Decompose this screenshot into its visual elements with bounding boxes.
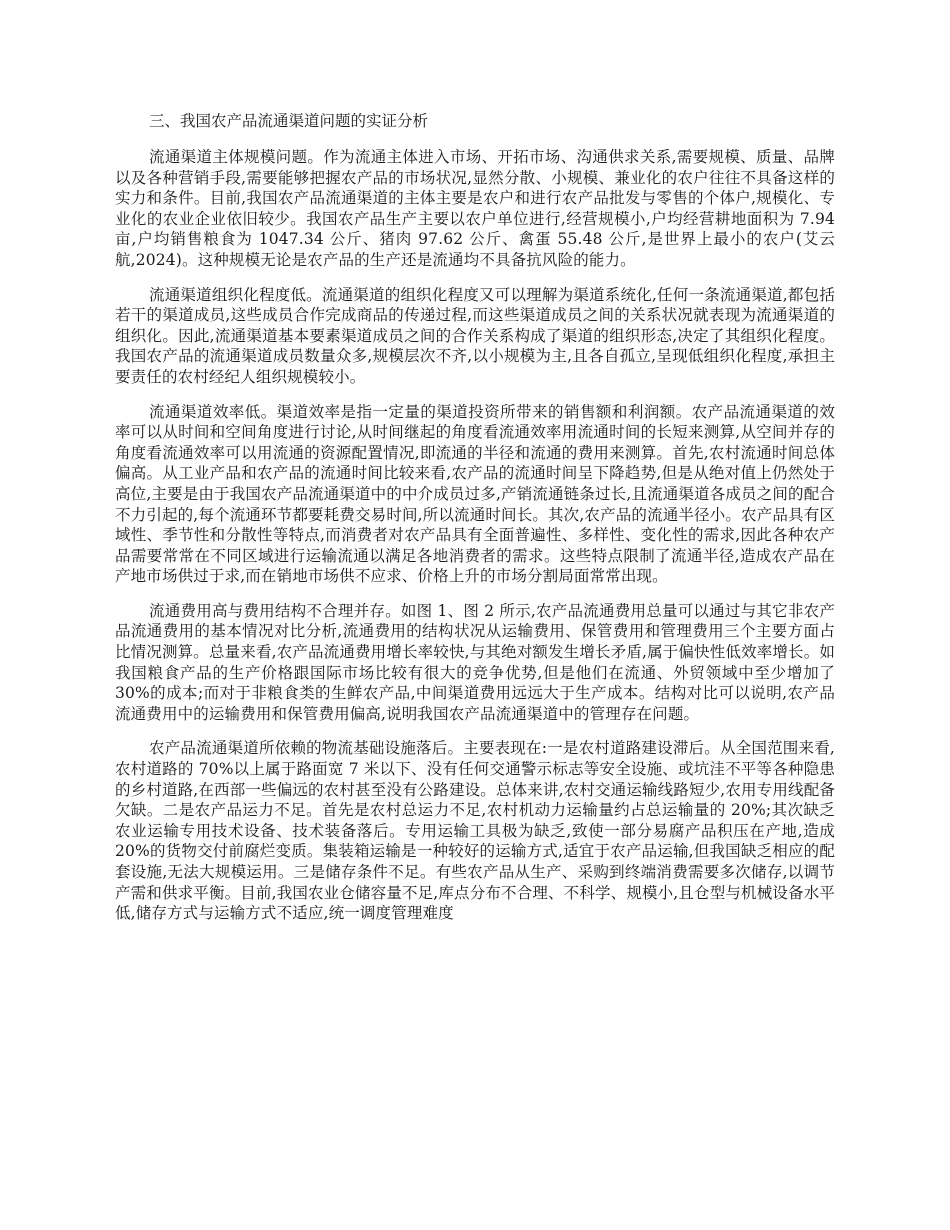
document-page [115, 110, 835, 938]
paragraph-channel-scale: 流通渠道主体规模问题。作为流通主体进入市场、开拓市场、沟通供求关系,需要规模、质量、品牌以及各种营销手段,需要能够把握农产品的市场状况,显然分散、小规模、兼业化的农户往往不具备这样的实力和条件。目前,我国农产品流通渠道的主体主要是农户和进行农产品批发与零售的个体户,规模化、专业化的农业企业依旧较少。我国农产品生产主要以农户单位进行,经营规模小,户均经营耕地面积为 7.94 亩,户均销售粮食为 1047.34 公斤、猪肉 97.62 公斤、禽蛋 55.48 公斤,是世界上最小的农户(艾云航,2024)。这种规模无论是农产品的生产还是流通均不具备抗风险的能力。 [115, 148, 835, 269]
paragraph-channel-efficiency: 流通渠道效率低。渠道效率是指一定量的渠道投资所带来的销售额和利润额。农产品流通渠道的效率可以从时间和空间角度进行讨论,从时间继起的角度看流通效率用流通时间的长短来测算,从空间并存的角度看流通效率可以用流通的资源配置情况,即流通的半径和流通的费用来测算。首先,农村流通时间总体偏高。从工业产品和农产品的流通时间比较来看,农产品的流通时间呈下降趋势,但是从绝对值上仍然处于高位,主要是由于我国农产品流通渠道中的中介成员过多,产销流通链条过长,且流通渠道各成员之间的配合不力引起的,每个流通环节都要耗费交易时间,所以流通时间长。其次,农产品的流通半径小。农产品具有区域性、季节性和分散性等特点,而消费者对农产品具有全面普遍性、多样性、变化性的需求,因此各种农产品需要常常在不同区域进行运输流通以满足各地消费者的需求。这些特点限制了流通半径,造成农产品在产地市场供过于求,而在销地市场供不应求、价格上升的市场分割局面常常出现。 [115, 402, 835, 586]
section-heading: 三、我国农产品流通渠道问题的实证分析 [149, 112, 429, 130]
paragraph-channel-organization: 流通渠道组织化程度低。流通渠道的组织化程度又可以理解为渠道系统化,任何一条流通渠道,都包括若干的渠道成员,这些成员合作完成商品的传递过程,而这些渠道成员之间的关系状况就表现为流通渠道的组织化。因此,流通渠道基本要素渠道成员之间的合作关系构成了渠道的组织形态,决定了其组织化程度。我国农产品的流通渠道成员数量众多,规模层次不齐,以小规模为主,且各自孤立,呈现低组织化程度,承担主要责任的农村经纪人组织规模较小。 [115, 285, 835, 386]
paragraph-channel-cost: 流通费用高与费用结构不合理并存。如图 1、图 2 所示,农产品流通费用总量可以通过与其它非农产品流通费用的基本情况对比分析,流通费用的结构状况从运输费用、保管费用和管理费用三个主要方面占比情况测算。总量来看,农产品流通费用增长率较快,与其绝对额发生增长矛盾,属于偏快性低效率增长。如我国粮食产品的生产价格跟国际市场比较有很大的竞争优势,但是他们在流通、外贸领域中至少增加了 30%的成本;而对于非粮食类的生鲜农产品,中间渠道费用远远大于生产成本。结构对比可以说明,农产品流通费用中的运输费用和保管费用偏高,说明我国农产品流通渠道中的管理存在问题。 [115, 601, 835, 723]
paragraph-logistics-infrastructure: 农产品流通渠道所依赖的物流基础设施落后。主要表现在:一是农村道路建设滞后。从全国范围来看,农村道路的 70%以上属于路面宽 7 米以下、没有任何交通警示标志等安全设施、或坑洼不平等各种隐患的乡村道路,在西部一些偏远的农村甚至没有公路建设。总体来讲,农村交通运输线路短少,农用专用线配备欠缺。二是农产品运力不足。首先是农村总运力不足,农村机动力运输量约占总运输量的 20%;其次缺乏农业运输专用技术设备、技术装备落后。专用运输工具极为缺乏,致使一部分易腐产品积压在产地,造成 20%的货物交付前腐烂变质。集装箱运输是一种较好的运输方式,适宜于农产品运输,但我国缺乏相应的配套设施,无法大规模运用。三是储存条件不足。有些农产品从生产、采购到终端消费需要多次储存,以调节产需和供求平衡。目前,我国农业仓储容量不足,库点分布不合理、不科学、规模小,且仓型与机械设备水平低,储存方式与运输方式不适应,统一调度管理难度 [115, 739, 835, 923]
